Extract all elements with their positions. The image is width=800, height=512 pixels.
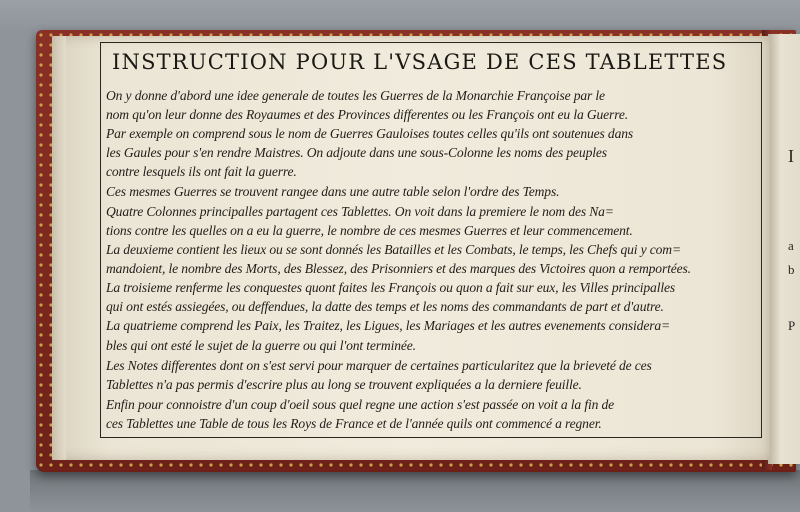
text-line: On y donne d'abord une idee generale de toutes les Guerres de la Monarchie Françoise par le — [106, 88, 605, 103]
text-line: les Gaules pour s'en rendre Maistres. On adjoute dans une sous-Colonne les noms des peuples — [106, 145, 607, 160]
adjacent-page-fragment: P — [788, 318, 796, 333]
text-line: nom qu'on leur donne des Royaumes et des Provinces differentes ou les François ont eu la Guerre. — [106, 107, 628, 122]
text-line: Tablettes n'a pas permis d'escrire plus au long se trouvent expliquées a la derniere feuille. — [106, 377, 582, 392]
text-line: Enfin pour connoistre d'un coup d'oeil sous quel regne une action s'est passée on voit a la fin de — [106, 397, 614, 412]
text-line: tions contre les quelles on a eu la guerre, le nombre de ces mesmes Guerres et leur commencement. — [106, 223, 633, 238]
text-line: qui ont estés assiegées, ou deffendues, la datte des temps et les noms des commandants de part et d'autre. — [106, 299, 664, 314]
text-line: La deuxieme contient les lieux ou se sont donnés les Batailles et les Combats, le temps, les Chefs qui y com= — [106, 242, 681, 257]
text-line: bles qui ont esté le sujet de la guerre ou qui l'ont terminée. — [106, 338, 416, 353]
text-line: La troisieme renferme les conquestes quont faites les François ou quon a fait sur eux, les Villes principalles — [106, 280, 675, 295]
text-line: ces Tablettes une Table de tous les Roys de France et de l'année quils ont commencé a regner. — [106, 416, 602, 431]
text-line: mandoient, le nombre des Morts, des Blessez, des Prisonniers et des marques des Victoires quon a remportées. — [106, 261, 691, 276]
background-surface — [0, 0, 800, 30]
text-line: Les Notes differentes dont on s'est servi pour marquer de certaines particularitez que la brieveté de ces — [106, 358, 652, 373]
text-line: Ces mesmes Guerres se trouvent rangee dans une autre table selon l'ordre des Temps. — [106, 184, 560, 199]
text-line: Par exemple on comprend sous le nom de Guerres Gauloises toutes celles qu'ils ont soutenues dans — [106, 126, 634, 141]
text-line: Quatre Colonnes principalles partagent ces Tablettes. On voit dans la premiere le nom des Na= — [106, 204, 614, 219]
adjacent-page — [768, 34, 800, 464]
text-line: La quatrieme comprend les Paix, les Traitez, les Ligues, les Mariages et les autres evenements considera= — [106, 318, 671, 333]
table-shadow — [30, 470, 800, 512]
page-title: INSTRUCTION POUR L'VSAGE DE CES TABLETTES — [112, 50, 728, 74]
page-margin — [52, 36, 66, 460]
adjacent-page-fragment: I — [788, 146, 794, 166]
text-line: contre lesquels ils ont fait la guerre. — [106, 164, 297, 179]
adjacent-page-fragment: b — [788, 262, 795, 277]
adjacent-page-fragment: a — [788, 238, 794, 253]
